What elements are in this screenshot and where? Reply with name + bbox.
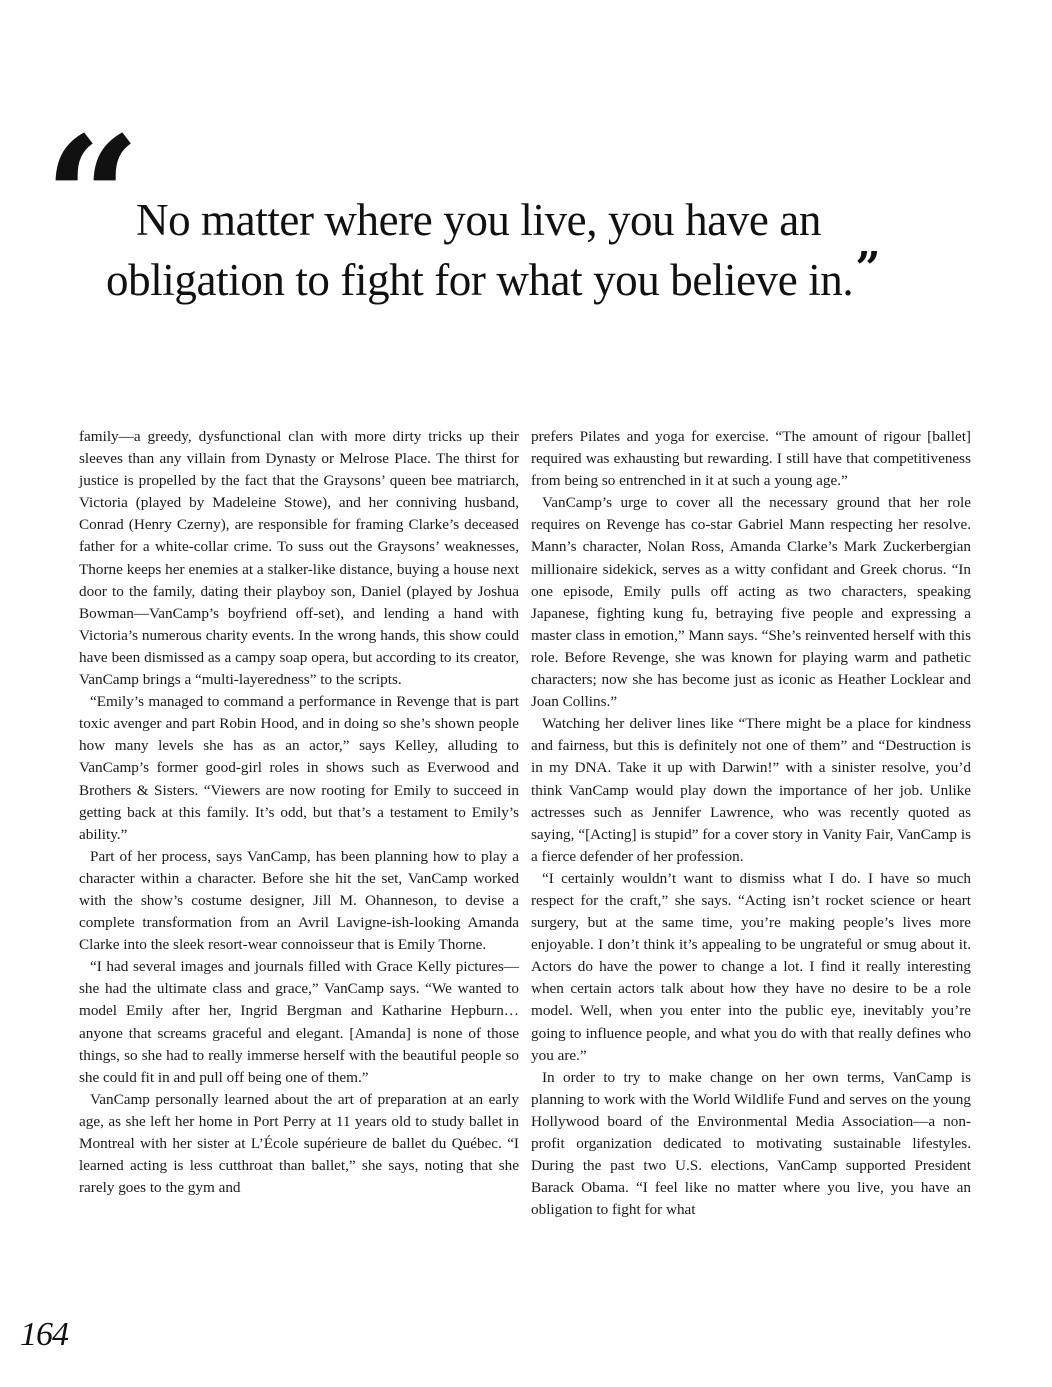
pull-quote [44, 99, 1004, 320]
pull-quote-line-1: No matter where you live, you have an [136, 195, 821, 245]
left-paragraph-5: VanCamp personally learned about the art of preparation at an early age, as she left her home in Port Perry at 11 years old to study ballet in Montreal with her sister at L’École supérieure de ballet du Québec. “I learned acting is less cutthroat than ballet,” she says, noting that she rarely goes to the gym and [79, 1090, 519, 1197]
right-paragraph-3: Watching her deliver lines like “There might be a place for kindness and fairness, but this is definitely not one of them” and “Destruction is in my DNA. Take it up with Darwin!” with a sinister resolve, you’d think VanCamp would play down the importance of her job. Unlike actresses such as Jennifer Lawrence, who was recently quoted as saying, “[Acting] is stupid” for a cover story in Vanity Fair, VanCamp is a fierce defender of her profession. [531, 715, 971, 865]
right-text-column [531, 426, 971, 1221]
open-quote-mark: “ [44, 99, 141, 297]
right-paragraph-5: In order to try to make change on her own terms, VanCamp is planning to work with the World Wildlife Fund and serves on the young Hollywood board of the Environmental Media Association—a non-profit organization dedicated to motivating sustainable lifestyles. During the past two U.S. elections, VanCamp supported President Barack Obama. “I feel like no matter where you live, you have an obligation to fight for what [531, 1068, 971, 1219]
left-text-column [79, 426, 519, 1199]
right-paragraph-4: “I certainly wouldn’t want to dismiss what I do. I have so much respect for the craft,” she says. “Acting isn’t rocket science or heart surgery, but at the same time, you’re making people’s lives more enjoyable. I don’t think it’s appealing to be ungrateful or smug about it. Actors do have the power to change a lot. I find it really interesting when certain actors talk about how they have no desire to be a role model. Well, when you enter into the public eye, inevitably you’re going to influence people, and what you do with that really defines who you are.” [531, 869, 971, 1064]
right-paragraph-2: VanCamp’s urge to cover all the necessary ground that her role requires on Revenge has co-star Gabriel Mann respecting her resolve. Mann’s character, Nolan Ross, Amanda Clarke’s Mark Zuckerbergian millionaire sidekick, serves as a witty confidant and Greek chorus. “In one episode, Emily pulls off acting as two characters, speaking Japanese, fighting kung fu, betraying five people and expressing a master class in emotion,” Mann says. “She’s reinvented herself with this role. Before Revenge, she was known for playing warm and pathetic characters; now she has become just as iconic as Heather Locklear and Joan Collins.” [531, 494, 971, 711]
pull-quote-line-2 [106, 243, 881, 305]
left-paragraph-3: Part of her process, says VanCamp, has been planning how to play a character within a character. Before she hit the set, VanCamp worked with the show’s costume designer, Jill M. Ohanneson, to devise a complete transformation from an Avril Lavigne-ish-looking Amanda Clarke into the sleek resort-wear connoisseur that is Emily Thorne. [79, 847, 519, 954]
left-paragraph-4: “I had several images and journals filled with Grace Kelly pictures—she had the ultimate class and grace,” VanCamp says. “We wanted to model Emily after her, Ingrid Bergman and Katharine Hepburn… anyone that screams graceful and elegant. [Amanda] is none of those things, so she had to really immerse herself with the beautiful people so she could fit in and pull off being one of them.” [79, 958, 519, 1086]
page-number: 164 [20, 1316, 68, 1353]
close-quote-mark: ” [855, 243, 881, 294]
left-paragraph-1: family—a greedy, dysfunctional clan with more dirty tricks up their sleeves than any villain from Dynasty or Melrose Place. The thirst for justice is propelled by the fact that the Graysons’ queen bee matriarch, Victoria (played by Madeleine Stowe), and her conniving husband, Conrad (Henry Czerny), are responsible for framing Clarke’s deceased father for a white-collar crime. To suss out the Graysons’ weaknesses, Thorne keeps her enemies at a stalker-like distance, buying a house next door to the family, dating their playboy son, Daniel (played by Joshua Bowman—VanCamp’s boyfriend off-set), and lending a hand with Victoria’s numerous charity events. In the wrong hands, this show could have been dismissed as a campy soap opera, but according to its creator, VanCamp brings a “multi-layeredness” to the scripts. [79, 428, 519, 689]
pull-quote-line-2-text: obligation to fight for what you believe in. [106, 255, 854, 305]
right-paragraph-1: prefers Pilates and yoga for exercise. “The amount of rigour [ballet] required was exhausting but rewarding. I still have that competitiveness from being so entrenched in it at such a young age.” [531, 428, 971, 490]
left-paragraph-2: “Emily’s managed to command a performance in Revenge that is part toxic avenger and part Robin Hood, and in doing so she’s shown people how many levels she has as an actor,” says Kelley, alluding to VanCamp’s former good-girl roles in shows such as Everwood and Brothers & Sisters. “Viewers are now rooting for Emily to succeed in getting back at this family. It’s odd, but that’s a testament to Emily’s ability.” [79, 693, 519, 843]
